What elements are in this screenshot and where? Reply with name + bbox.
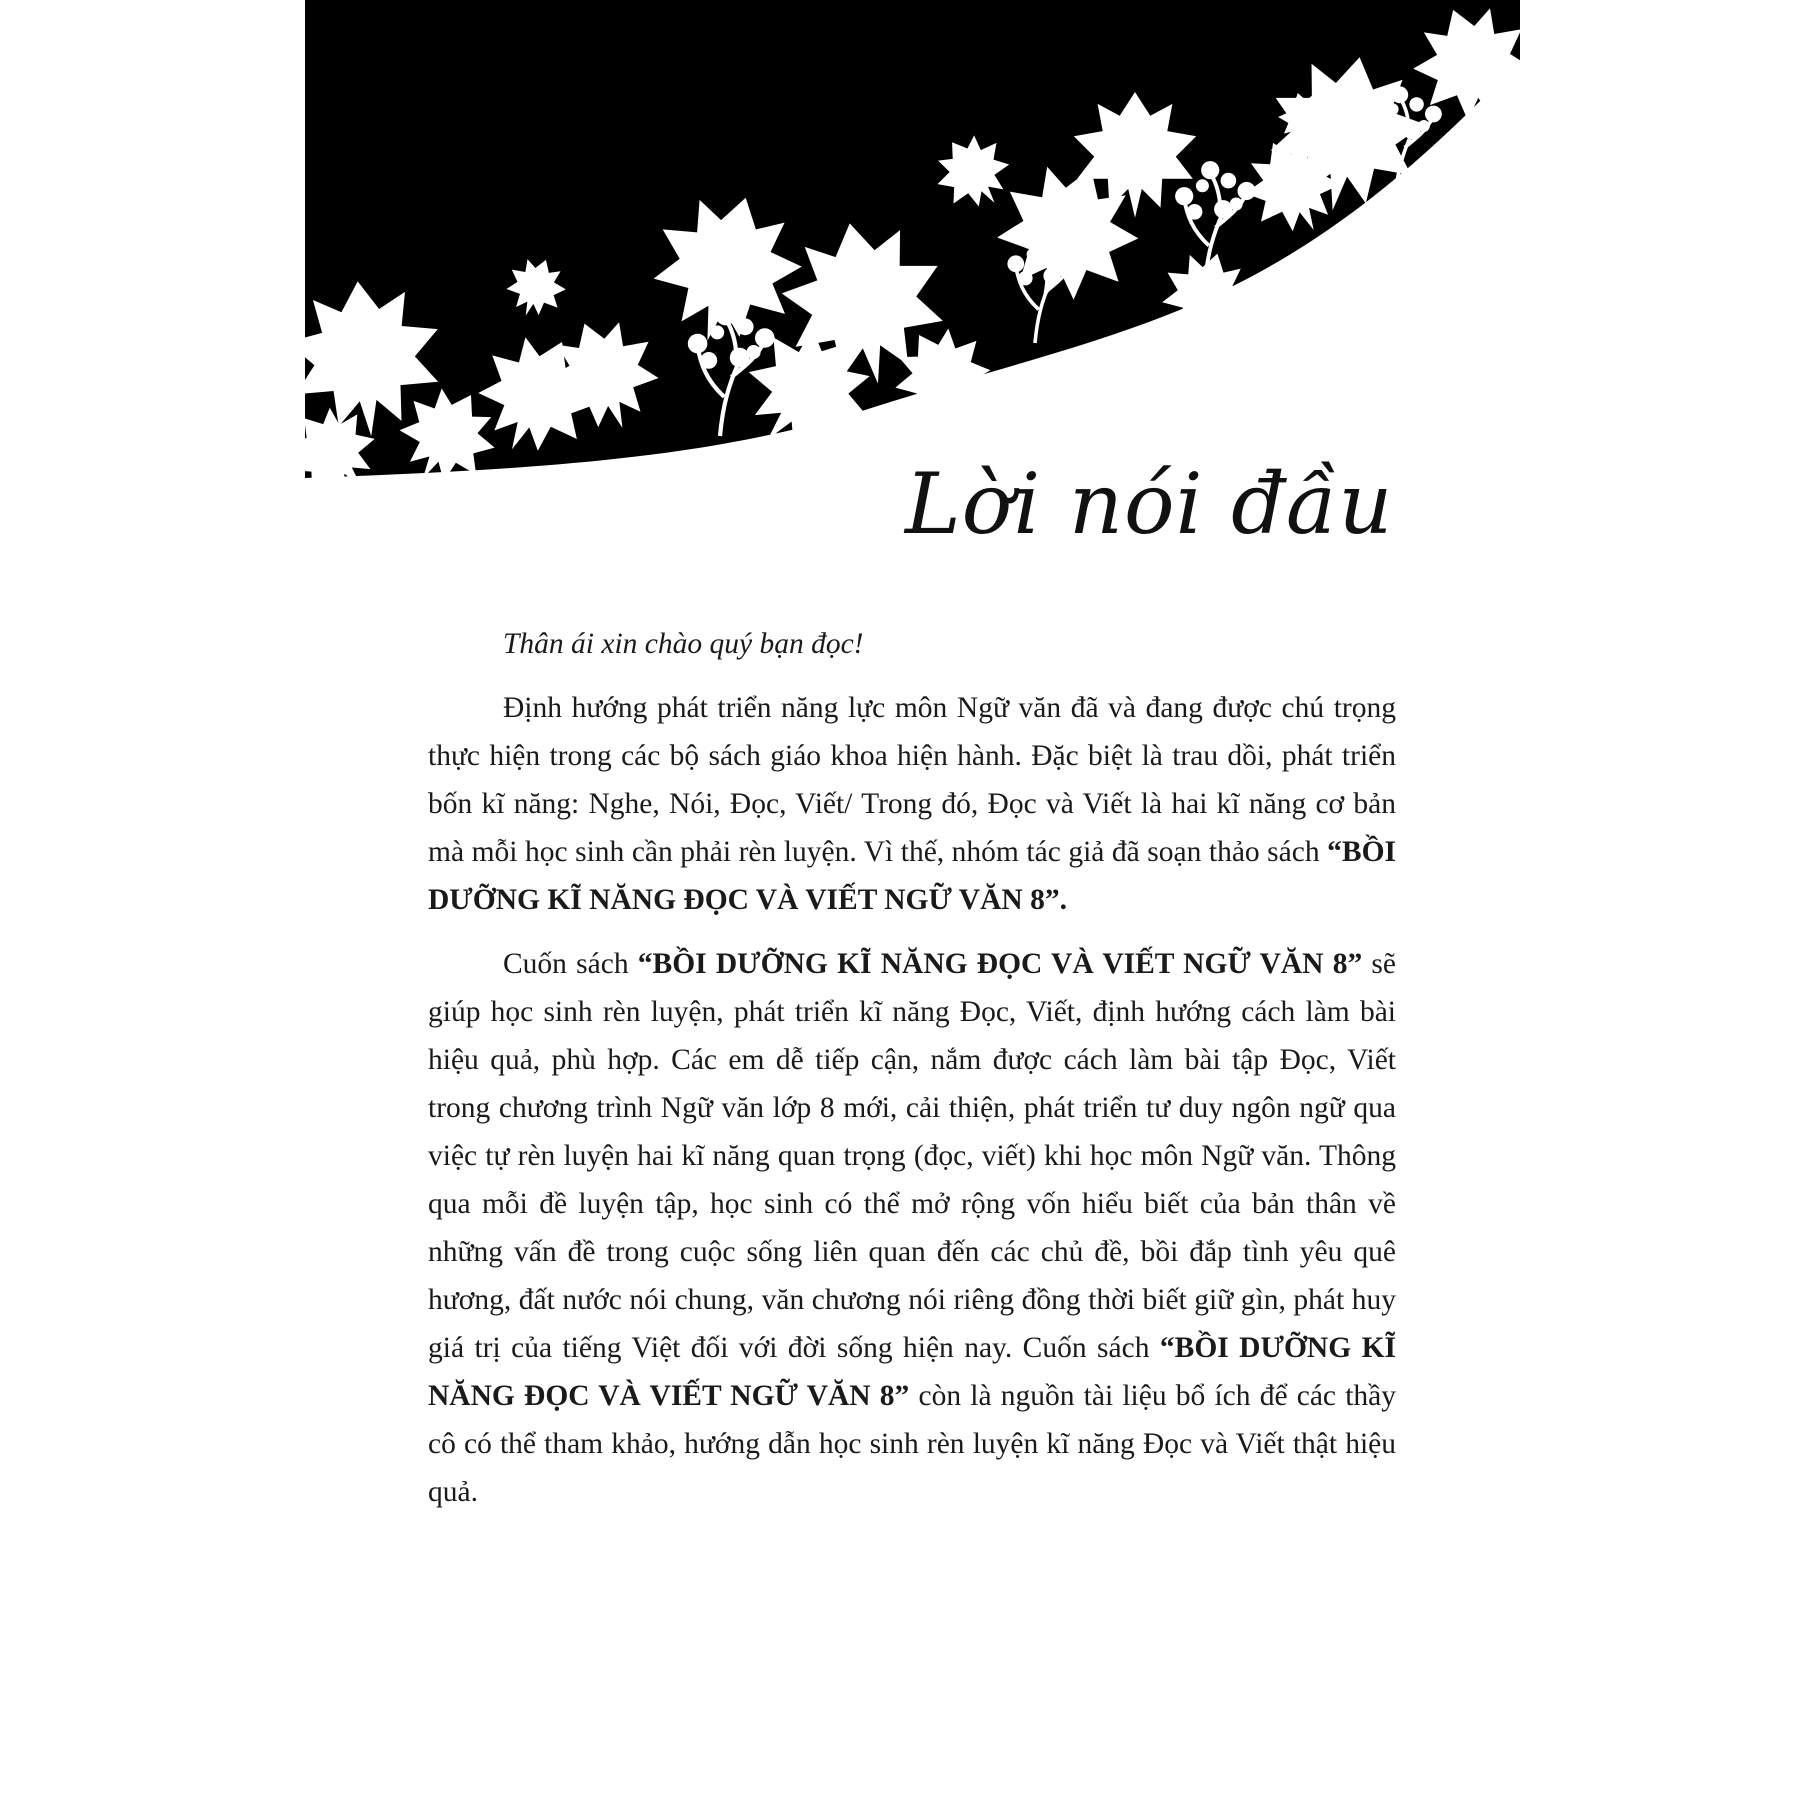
paragraph-2 [428, 940, 1396, 1516]
book-title-bold: “BỒI DƯỠNG KĨ NĂNG ĐỌC VÀ VIẾT NGỮ VĂN 8” [428, 1332, 1396, 1412]
greeting: Thân ái xin chào quý bạn đọc! [503, 628, 864, 660]
preface-body [428, 620, 1396, 1532]
page-title: Lời nói đầu [905, 455, 1394, 553]
book-title-bold: “BỒI DƯỠNG KĨ NĂNG ĐỌC VÀ VIẾT NGỮ VĂN 8” [637, 948, 1363, 980]
paragraph-2-lead: Cuốn sách [503, 948, 638, 980]
paragraph-2-mid: sẽ giúp học sinh rèn luyện, phát triển kĩ năng Đọc, Viết, định hướng cách làm bài hiệu quả, phù hợp. Các em dễ tiếp cận, nắm được cách làm bài tập Đọc, Viết trong chương trình Ngữ văn lớp 8 mới, cải thiện, phát triển tư duy ngôn ngữ qua việc tự rèn luyện hai kĩ năng quan trọng (đọc, viết) khi học môn Ngữ văn. Thông qua mỗi đề luyện tập, học sinh có thể mở rộng vốn hiểu biết của bản thân về những vấn đề trong cuộc sống liên quan đến các chủ đề, bồi đắp tình yêu quê hương, đất nước nói chung, văn chương nói riêng đồng thời biết giữ gìn, phát huy giá trị của tiếng Việt đối với đời sống hiện nay. Cuốn sách [428, 948, 1396, 1364]
paragraph-1-text: Định hướng phát triển năng lực môn Ngữ văn đã và đang được chú trọng thực hiện trong các bộ sách giáo khoa hiện hành. Đặc biệt là trau dồi, phát triển bốn kĩ năng: Nghe, Nói, Đọc, Viết/ Trong đó, Đọc và Viết là hai kĩ năng cơ bản mà mỗi học sinh cần phải rèn luyện. Vì thế, nhóm tác giả đã soạn thảo sách [428, 692, 1396, 868]
leaf-silhouette-banner [305, 0, 1520, 490]
book-title-bold: “BỒI DƯỠNG KĨ NĂNG ĐỌC VÀ VIẾT NGỮ VĂN 8”. [428, 836, 1396, 916]
paragraph-1 [428, 684, 1396, 924]
paragraph-2-tail: còn là nguồn tài liệu bổ ích để các thầy cô có thể tham khảo, hướng dẫn học sinh rèn luyện kĩ năng Đọc và Viết thật hiệu quả. [428, 1380, 1396, 1508]
